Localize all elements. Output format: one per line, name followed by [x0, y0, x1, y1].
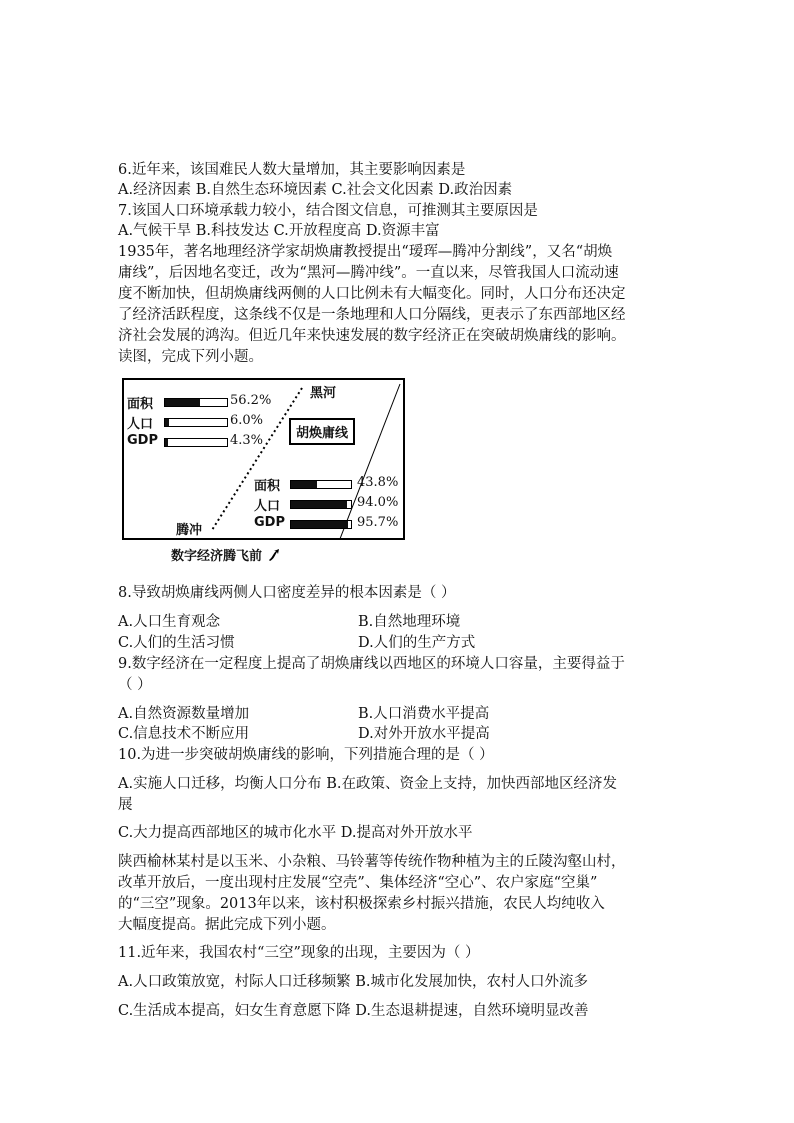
- east-population-fill: [291, 501, 347, 508]
- q8-stem: 8.导致胡焕庸线两侧人口密度差异的根本因素是（ ）: [118, 585, 456, 601]
- q9-option-d: D.对外开放水平提高: [358, 726, 490, 742]
- q10-options-line3: C.大力提高西部地区的城市化水平 D.提高对外开放水平: [118, 825, 473, 841]
- east-area-label: 面积: [254, 479, 281, 494]
- east-area-value: 43.8%: [357, 475, 399, 490]
- q9-stem: 9.数字经济在一定程度上提高了胡焕庸线以西地区的环境人口容量，主要得益于: [118, 656, 625, 672]
- passage1-line: 济社会发展的鸿沟。但近几年来快速发展的数字经济正在突破胡焕庸线的影响。: [118, 328, 626, 344]
- passage1-line: 1935年，著名地理经济学家胡焕庸教授提出“瑷珲—腾冲分割线”，又名“胡焕: [118, 244, 613, 260]
- figure-caption: [171, 545, 281, 564]
- east-area-fill: [291, 481, 317, 488]
- east-population-bar: [290, 500, 352, 509]
- q7-stem: 7.该国人口环境承载力较小，结合图文信息，可推测其主要原因是: [118, 203, 538, 219]
- west-gdp-fill: [165, 439, 168, 446]
- q9-option-a: A.自然资源数量增加: [118, 706, 250, 722]
- west-gdp-bar: [164, 438, 228, 447]
- west-population-value: 6.0%: [230, 413, 264, 428]
- east-area-bar: [290, 480, 352, 489]
- q8-option-d: D.人们的生产方式: [358, 635, 476, 651]
- east-gdp-label: GDP: [254, 515, 285, 530]
- passage2-line: 改革开放后，一度出现村庄发展“空壳”、集体经济“空心”、农户家庭“空巢”: [118, 875, 598, 891]
- q11-stem: 11.近年来，我国农村“三空”现象的出现，主要因为（ ）: [118, 945, 480, 961]
- q8-option-b: B.自然地理环境: [358, 614, 461, 630]
- q10-options-line1: A.实施人口迁移，均衡人口分布 B.在政策、资金上支持，加快西部地区经济发: [118, 776, 617, 792]
- q10-options-line2: 展: [118, 797, 133, 813]
- q6-options: A.经济因素 B.自然生态环境因素 C.社会文化因素 D.政治因素: [118, 182, 513, 198]
- passage2-line: 的“三空”现象。2013年以来，该村积极探索乡村振兴措施，农民人均纯收入: [118, 896, 605, 912]
- east-gdp-bar: [290, 520, 352, 529]
- city-heihe: 黑河: [310, 386, 337, 401]
- passage1-line: 庸线”，后因地名变迁，改为“黑河—腾冲线”。一直以来，尽管我国人口流动速: [118, 265, 619, 281]
- q11-options-line2: C.生活成本提高，妇女生育意愿下降 D.生态退耕提速，自然环境明显改善: [118, 1003, 589, 1019]
- q6-stem: 6.近年来，该国难民人数大量增加，其主要影响因素是: [118, 162, 466, 178]
- east-population-label: 人口: [254, 499, 281, 514]
- west-gdp-value: 4.3%: [230, 433, 264, 448]
- passage1-line: 度不断加快，但胡焕庸线两侧的人口比例未有大幅变化。同时，人口分布还决定: [118, 286, 626, 302]
- q9-stem-blank: （ ）: [118, 677, 152, 693]
- passage2-line: 陕西榆林某村是以玉米、小杂粮、马铃薯等传统作物种植为主的丘陵沟壑山村，: [118, 854, 626, 870]
- rising-arrow-icon: [267, 548, 281, 562]
- q7-options: A.气候干旱 B.科技发达 C.开放程度高 D.资源丰富: [118, 223, 440, 239]
- city-tengchong: 腾冲: [176, 523, 203, 538]
- west-area-value: 56.2%: [230, 393, 272, 408]
- q10-stem: 10.为进一步突破胡焕庸线的影响，下列措施合理的是（ ）: [118, 747, 494, 763]
- east-gdp-value: 95.7%: [357, 515, 399, 530]
- passage1-line: 读图，完成下列小题。: [118, 349, 263, 365]
- huhuanyong-line-label: 胡焕庸线: [289, 418, 355, 445]
- q8-option-a: A.人口生育观念: [118, 614, 221, 630]
- passage1-line: 了经济活跃程度，这条线不仅是一条地理和人口分隔线，更表示了东西部地区经: [118, 307, 626, 323]
- west-population-bar: [164, 418, 228, 427]
- west-area-label: 面积: [127, 397, 154, 412]
- west-population-label: 人口: [127, 417, 154, 432]
- q8-option-c: C.人们的生活习惯: [118, 635, 235, 651]
- east-population-value: 94.0%: [357, 495, 399, 510]
- huhuanyong-line-figure: [122, 378, 405, 540]
- west-gdp-label: GDP: [127, 433, 158, 448]
- q9-option-c: C.信息技术不断应用: [118, 726, 250, 742]
- figure-caption-text: 数字经济腾飞前: [171, 549, 263, 564]
- east-gdp-fill: [291, 521, 348, 528]
- west-population-fill: [165, 419, 169, 426]
- west-area-fill: [165, 399, 200, 406]
- q9-option-b: B.人口消费水平提高: [358, 706, 490, 722]
- passage2-line: 大幅度提高。据此完成下列小题。: [118, 917, 336, 933]
- q11-options-line1: A.人口政策放宽，村际人口迁移频繁 B.城市化发展加快，农村人口外流多: [118, 974, 588, 990]
- west-area-bar: [164, 398, 228, 407]
